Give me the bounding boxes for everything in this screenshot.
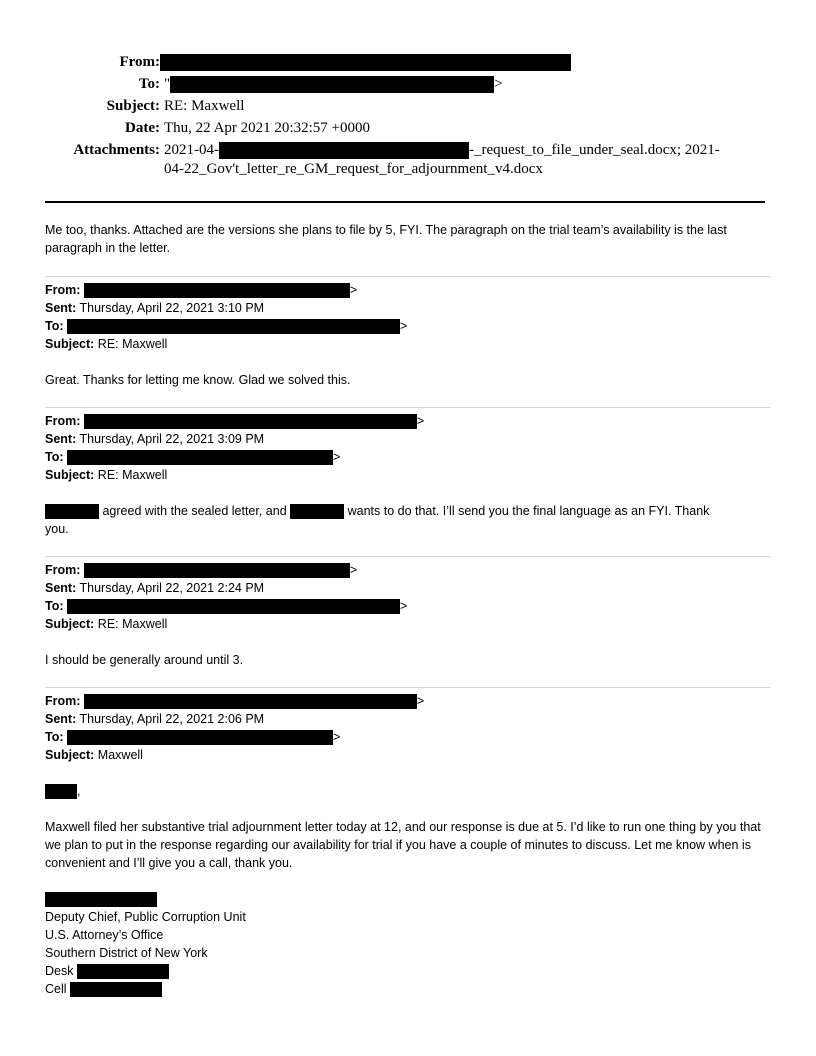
email-body: agreed with the sealed letter, and wants to do that. I’ll send you the final language as an FYI. Thank: [45, 502, 709, 520]
email-sent-row: Sent: Thursday, April 22, 2021 2:06 PM: [45, 712, 265, 726]
email-from-row: From: >: [45, 694, 425, 708]
redaction: [45, 784, 77, 799]
signature-district: Southern District of New York: [45, 946, 208, 960]
header-to-label: To:: [138, 76, 160, 92]
email-from-row: From: >: [45, 414, 425, 428]
email-separator: [45, 276, 770, 277]
header-divider: [45, 201, 765, 203]
redaction: [84, 694, 417, 709]
email-sent-row: Sent: Thursday, April 22, 2021 2:24 PM: [45, 581, 265, 595]
signature-name: [45, 890, 157, 908]
redaction: [67, 319, 400, 334]
header-from-label: From:: [119, 54, 160, 70]
signature-cell-row: Cell: [45, 980, 162, 998]
header-subject-label: Subject:: [106, 98, 160, 114]
email-body: Maxwell filed her substantive trial adjournment letter today at 12, and our response is due at 5. I’d like to run one thing by you that we plan to put in the response regarding our availability for trial if you have a couple of minutes to discuss. Let me know when is convenient and I’ll give you a call, thank you.: [45, 820, 761, 870]
email-separator: [45, 407, 770, 408]
redaction: [70, 982, 162, 997]
email-to-row: To: >: [45, 730, 341, 744]
email-from-row: From: >: [45, 283, 358, 297]
email-separator: [45, 687, 770, 688]
email-subject-row: Subject: RE: Maxwell: [45, 337, 168, 351]
top-message-body: Me too, thanks. Attached are the versions she plans to file by 5, FYI. The paragraph on the trial team’s availability is the last paragraph in the letter.: [45, 223, 727, 255]
header-attachments-line2: 04-22_Gov't_letter_re_GM_request_for_adjournment_v4.docx: [164, 161, 543, 177]
email-to-row: To: >: [45, 599, 408, 613]
header-date-value: Thu, 22 Apr 2021 20:32:57 +0000: [164, 120, 370, 136]
header-subject-value: RE: Maxwell: [164, 98, 245, 114]
redaction: [77, 964, 169, 979]
email-body: Great. Thanks for letting me know. Glad we solved this.: [45, 373, 351, 387]
signature-desk-row: Desk: [45, 962, 169, 980]
redaction: [160, 54, 571, 71]
redaction: [67, 730, 333, 745]
redaction: [219, 142, 469, 159]
email-subject-row: Subject: RE: Maxwell: [45, 617, 168, 631]
redaction: [67, 450, 333, 465]
email-to-row: To: >: [45, 319, 408, 333]
signature-title: Deputy Chief, Public Corruption Unit: [45, 910, 246, 924]
redaction: [84, 283, 350, 298]
signature-office: U.S. Attorney’s Office: [45, 928, 164, 942]
email-body-line2: you.: [45, 522, 69, 536]
email-separator: [45, 556, 770, 557]
header-date-label: Date:: [125, 120, 160, 136]
redaction: [84, 414, 417, 429]
redaction: [290, 504, 344, 519]
redaction: [45, 504, 99, 519]
email-subject-row: Subject: RE: Maxwell: [45, 468, 168, 482]
redaction: [45, 892, 157, 907]
redaction: [67, 599, 400, 614]
email-greeting: ,: [45, 782, 80, 800]
redaction: [84, 563, 350, 578]
email-sent-row: Sent: Thursday, April 22, 2021 3:09 PM: [45, 432, 265, 446]
header-attachments-label: Attachments:: [73, 142, 160, 158]
email-subject-row: Subject: Maxwell: [45, 748, 143, 762]
email-from-row: From: >: [45, 563, 358, 577]
email-sent-row: Sent: Thursday, April 22, 2021 3:10 PM: [45, 301, 265, 315]
email-body: I should be generally around until 3.: [45, 653, 244, 667]
email-to-row: To: >: [45, 450, 341, 464]
redaction: [170, 76, 494, 93]
